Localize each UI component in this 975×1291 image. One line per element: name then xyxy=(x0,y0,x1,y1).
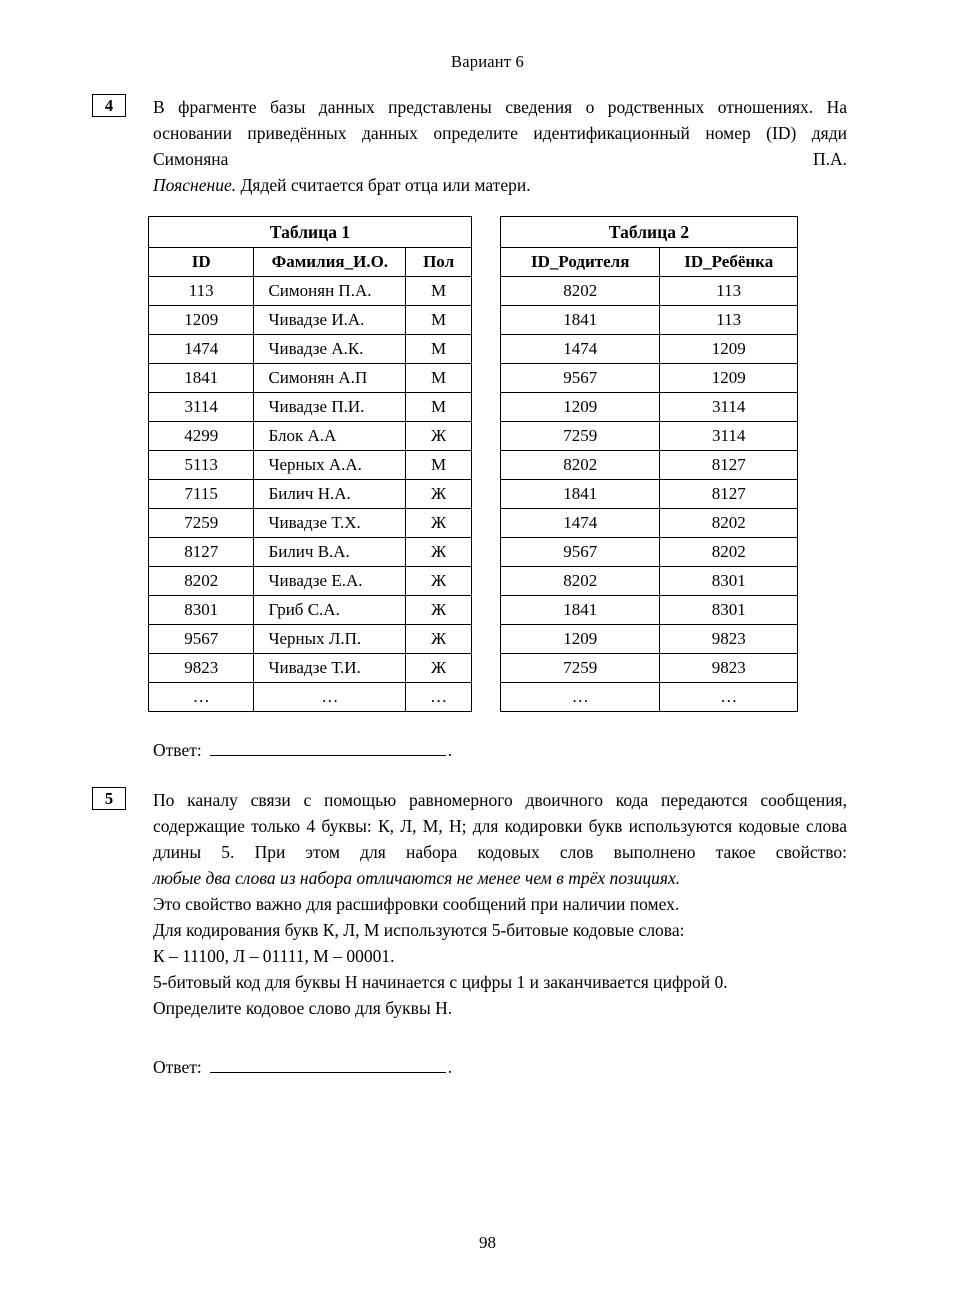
task-5-number: 5 xyxy=(92,787,126,810)
table-row xyxy=(149,625,472,654)
task-4-answer xyxy=(153,738,975,761)
cell-child-id: 3114 xyxy=(660,393,798,422)
table-row xyxy=(149,364,472,393)
table-2-caption-row xyxy=(501,217,798,248)
table-row xyxy=(149,335,472,364)
cell-parent-id: 1841 xyxy=(501,596,660,625)
cell-sex: М xyxy=(406,451,472,480)
table-2 xyxy=(500,216,798,712)
cell-id: 7115 xyxy=(149,480,254,509)
table-1-caption-row xyxy=(149,217,472,248)
cell-sex: М xyxy=(406,277,472,306)
cell-sex: Ж xyxy=(406,538,472,567)
cell-parent-id: 8202 xyxy=(501,567,660,596)
cell-id: 9823 xyxy=(149,654,254,683)
table-row xyxy=(501,625,798,654)
cell-child-id: … xyxy=(660,683,798,712)
cell-child-id: 3114 xyxy=(660,422,798,451)
cell-name: Симонян А.П xyxy=(254,364,406,393)
table-row xyxy=(149,306,472,335)
cell-name: Чивадзе А.К. xyxy=(254,335,406,364)
task-5-answer-blank[interactable] xyxy=(210,1055,446,1073)
table-1 xyxy=(148,216,472,712)
cell-name: Чивадзе Т.Х. xyxy=(254,509,406,538)
cell-parent-id: 1209 xyxy=(501,393,660,422)
table-row xyxy=(149,596,472,625)
cell-sex: М xyxy=(406,335,472,364)
table-row xyxy=(501,364,798,393)
cell-id: 113 xyxy=(149,277,254,306)
cell-id: 8127 xyxy=(149,538,254,567)
task-5-line-1: По каналу связи с помощью равномерного двоичного кода передаются сообщения, содержащие только 4 буквы: К, Л, М, Н; для кодировки букв используются кодовые слова длины 5. При этом для набора кодовых слов выполнено такое свойство: xyxy=(153,790,847,862)
cell-name: Блок А.А xyxy=(254,422,406,451)
page-header: Вариант 6 xyxy=(451,52,524,71)
cell-parent-id: 1474 xyxy=(501,509,660,538)
cell-sex: Ж xyxy=(406,480,472,509)
table-row xyxy=(501,596,798,625)
table-row xyxy=(501,654,798,683)
cell-parent-id: 1841 xyxy=(501,480,660,509)
cell-parent-id: … xyxy=(501,683,660,712)
table-row xyxy=(501,480,798,509)
cell-name: Гриб С.А. xyxy=(254,596,406,625)
cell-id: 3114 xyxy=(149,393,254,422)
cell-id: 8202 xyxy=(149,567,254,596)
table-2-header-child: ID_Ребёнка xyxy=(660,248,798,277)
cell-name: Симонян П.А. xyxy=(254,277,406,306)
table-row xyxy=(149,480,472,509)
task-4-explanation-label: Пояснение. xyxy=(153,175,237,195)
task-4-body xyxy=(153,94,847,198)
task-4-number: 4 xyxy=(92,94,126,117)
table-row xyxy=(149,393,472,422)
cell-id: 1474 xyxy=(149,335,254,364)
cell-child-id: 113 xyxy=(660,306,798,335)
cell-name: Черных А.А. xyxy=(254,451,406,480)
task-5-line-6: 5-битовый код для буквы Н начинается с цифры 1 и заканчивается цифрой 0. xyxy=(153,972,728,992)
cell-parent-id: 9567 xyxy=(501,538,660,567)
cell-id: 1841 xyxy=(149,364,254,393)
task-5-line-7: Определите кодовое слово для буквы Н. xyxy=(153,998,453,1018)
cell-name: Билич В.А. xyxy=(254,538,406,567)
cell-sex: … xyxy=(406,683,472,712)
cell-name: Чивадзе Е.А. xyxy=(254,567,406,596)
cell-child-id: 8127 xyxy=(660,480,798,509)
cell-sex: М xyxy=(406,393,472,422)
task-4-answer-suffix: . xyxy=(447,740,453,760)
table-row xyxy=(501,538,798,567)
table-1-caption: Таблица 1 xyxy=(149,217,472,248)
cell-child-id: 8202 xyxy=(660,538,798,567)
table-row xyxy=(149,277,472,306)
cell-sex: М xyxy=(406,306,472,335)
cell-child-id: 8301 xyxy=(660,567,798,596)
cell-parent-id: 1209 xyxy=(501,625,660,654)
table-row xyxy=(149,451,472,480)
cell-child-id: 9823 xyxy=(660,654,798,683)
cell-child-id: 1209 xyxy=(660,364,798,393)
table-1-header-row xyxy=(149,248,472,277)
table-row xyxy=(501,422,798,451)
task-5-answer-label: Ответ: xyxy=(153,1057,202,1077)
cell-child-id: 9823 xyxy=(660,625,798,654)
cell-sex: Ж xyxy=(406,596,472,625)
cell-id: … xyxy=(149,683,254,712)
table-1-header-name: Фамилия_И.О. xyxy=(254,248,406,277)
cell-name: Чивадзе И.А. xyxy=(254,306,406,335)
table-2-header-parent: ID_Родителя xyxy=(501,248,660,277)
cell-sex: Ж xyxy=(406,422,472,451)
task-5-line-4: Для кодирования букв К, Л, М используются 5-битовые кодовые слова: xyxy=(153,920,685,940)
task-4-explanation-text: Дядей считается брат отца или матери. xyxy=(236,175,531,195)
cell-name: Чивадзе П.И. xyxy=(254,393,406,422)
cell-id: 5113 xyxy=(149,451,254,480)
cell-id: 1209 xyxy=(149,306,254,335)
task-5-answer xyxy=(153,1055,975,1078)
cell-id: 8301 xyxy=(149,596,254,625)
table-row xyxy=(149,538,472,567)
cell-sex: Ж xyxy=(406,654,472,683)
table-row-ellipsis xyxy=(501,683,798,712)
cell-id: 9567 xyxy=(149,625,254,654)
database-tables xyxy=(148,216,975,712)
cell-sex: Ж xyxy=(406,509,472,538)
task-5-line-5: К – 11100, Л – 01111, М – 00001. xyxy=(153,946,395,966)
cell-sex: М xyxy=(406,364,472,393)
table-row xyxy=(501,393,798,422)
table-row xyxy=(149,654,472,683)
cell-parent-id: 7259 xyxy=(501,654,660,683)
table-row xyxy=(149,422,472,451)
table-row xyxy=(501,306,798,335)
table-row xyxy=(501,509,798,538)
cell-id: 4299 xyxy=(149,422,254,451)
table-row xyxy=(501,277,798,306)
cell-parent-id: 8202 xyxy=(501,277,660,306)
cell-child-id: 8127 xyxy=(660,451,798,480)
table-1-header-id: ID xyxy=(149,248,254,277)
cell-name: Чивадзе Т.И. xyxy=(254,654,406,683)
table-row xyxy=(149,567,472,596)
table-row xyxy=(501,335,798,364)
table-2-caption: Таблица 2 xyxy=(501,217,798,248)
task-4-answer-label: Ответ: xyxy=(153,740,202,760)
cell-sex: Ж xyxy=(406,567,472,596)
cell-child-id: 113 xyxy=(660,277,798,306)
cell-name: … xyxy=(254,683,406,712)
page-number: 98 xyxy=(479,1233,496,1252)
task-5-line-3: Это свойство важно для расшифровки сообщений при наличии помех. xyxy=(153,894,680,914)
cell-parent-id: 7259 xyxy=(501,422,660,451)
task-4 xyxy=(0,94,975,198)
table-row xyxy=(501,451,798,480)
task-4-paragraph-1: В фрагменте базы данных представлены сведения о родственных отношениях. На основании приведённых данных определите идентификационный номер (ID) дяди Симоняна П.А. xyxy=(153,97,847,169)
task-5 xyxy=(0,787,975,1021)
cell-child-id: 1209 xyxy=(660,335,798,364)
cell-parent-id: 8202 xyxy=(501,451,660,480)
table-row xyxy=(501,567,798,596)
task-4-answer-blank[interactable] xyxy=(210,738,446,756)
cell-parent-id: 9567 xyxy=(501,364,660,393)
cell-id: 7259 xyxy=(149,509,254,538)
table-row xyxy=(149,509,472,538)
task-5-line-2: любые два слова из набора отличаются не менее чем в трёх позициях. xyxy=(153,868,681,888)
table-row-ellipsis xyxy=(149,683,472,712)
cell-sex: Ж xyxy=(406,625,472,654)
cell-parent-id: 1474 xyxy=(501,335,660,364)
cell-name: Черных Л.П. xyxy=(254,625,406,654)
task-5-answer-suffix: . xyxy=(447,1057,453,1077)
cell-child-id: 8202 xyxy=(660,509,798,538)
cell-parent-id: 1841 xyxy=(501,306,660,335)
task-5-body xyxy=(153,787,847,1021)
page xyxy=(0,52,975,1291)
table-1-header-sex: Пол xyxy=(406,248,472,277)
task-4-paragraph-2 xyxy=(153,172,847,198)
table-2-header-row xyxy=(501,248,798,277)
cell-name: Билич Н.А. xyxy=(254,480,406,509)
cell-child-id: 8301 xyxy=(660,596,798,625)
